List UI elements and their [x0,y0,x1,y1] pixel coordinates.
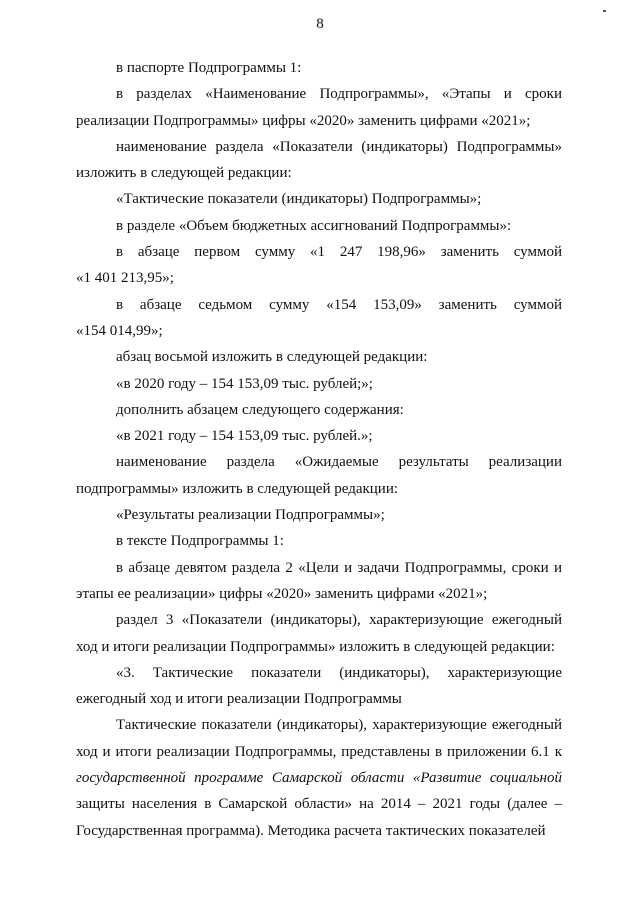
paragraph-text: дополнить абзацем следующего содержания: [116,401,404,418]
paragraph [76,55,562,81]
paragraph [76,186,562,212]
paragraph [76,423,562,449]
paragraph-text: «в 2020 году – 154 153,09 тыс. рублей;»; [116,375,373,392]
paragraph-line-2: «1 401 213,95»; [76,270,174,287]
paragraph [76,449,562,502]
paragraph [76,502,562,528]
paragraph-line-1: в абзаце первом сумму «1 247 198,96» заменить суммой [116,244,562,261]
paragraph-text: «Результаты реализации Подпрограммы»; [116,507,385,524]
paragraph [76,607,562,660]
paragraph-text: в разделе «Объем бюджетных ассигнований Подпрограммы»: [116,217,512,234]
final-paragraph-italic: государственной программе Самарской области «Развитие социальной [76,770,562,787]
final-paragraph-part1: Тактические показатели (индикаторы), характеризующие ежегодный ход и итоги реализации Подпрограммы, представлены в приложении 6.1 к [76,717,562,760]
paragraph [76,528,562,554]
final-paragraph-part3: защиты населения в Самарской области» на 2014 – 2021 годы (далее – Государственная программа). Методика расчета тактических показателей [76,796,562,839]
paragraph [76,344,562,370]
paragraph-text: в паспорте Подпрограммы 1: [116,60,302,76]
paragraph-line-2: ежегодный ход и итоги реализации Подпрограммы [76,691,402,708]
paragraph [76,239,562,292]
paragraph [76,371,562,397]
final-paragraph [76,712,562,843]
paragraph-line-1: «3. Тактические показатели (индикаторы), характеризующие [116,664,562,681]
paragraph [76,134,562,187]
page-number: 8 [316,16,324,32]
document-body [76,55,562,844]
paragraph-line-2: реализации Подпрограммы» цифры «2020» заменить цифрами «2021»; [76,112,531,129]
paragraph-line-2: этапы ее реализации» цифры «2020» заменить цифрами «2021»; [76,585,488,602]
paragraph-text: в тексте Подпрограммы 1: [116,533,284,550]
paragraph-text: абзац восьмой изложить в следующей редакции: [116,349,428,366]
paragraph-line-2: ход и итоги реализации Подпрограммы» изложить в следующей редакции: [76,638,555,655]
paragraph-text: «Тактические показатели (индикаторы) Подпрограммы»; [116,191,482,208]
paragraph-line-1: в абзаце седьмом сумму «154 153,09» заменить суммой [116,296,562,313]
paragraph [76,81,562,134]
paragraph [76,213,562,239]
paragraph-line-1: наименование раздела «Ожидаемые результаты реализации [116,454,562,471]
paragraph [76,292,562,345]
paragraph-line-1: наименование раздела «Показатели (индикаторы) Подпрограммы» [116,138,562,155]
paragraph-line-2: «154 014,99»; [76,322,163,339]
paragraph-line-1: в абзаце девятом раздела 2 «Цели и задачи Подпрограммы, сроки и [116,559,562,576]
paragraph [76,397,562,423]
paragraph [76,660,562,713]
paragraph-line-2: изложить в следующей редакции: [76,165,292,182]
paragraph-text: «в 2021 году – 154 153,09 тыс. рублей.»; [116,428,373,445]
scan-mark [603,10,606,12]
paragraph-line-1: раздел 3 «Показатели (индикаторы), характеризующие ежегодный [116,612,562,629]
paragraph-line-1: в разделах «Наименование Подпрограммы», «Этапы и сроки [116,86,562,103]
paragraph [76,555,562,608]
paragraph-line-2: подпрограммы» изложить в следующей редакции: [76,480,399,497]
